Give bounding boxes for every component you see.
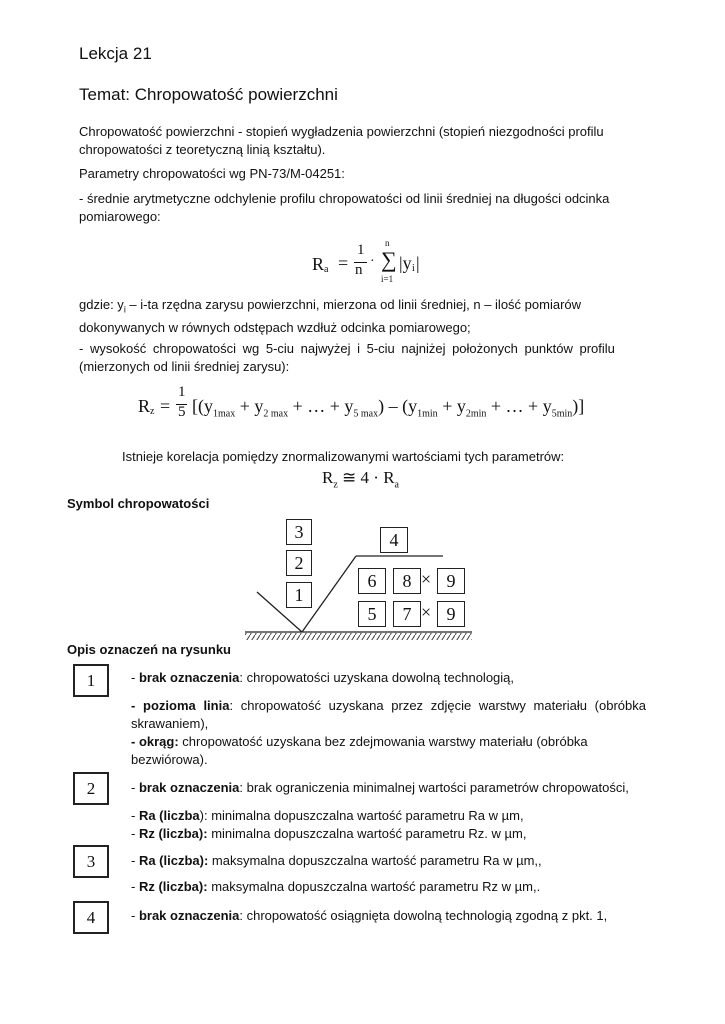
multiply-sign: ×: [421, 602, 432, 622]
symbol-box-2: 2: [286, 550, 312, 576]
roughness-symbol-diagram: [240, 515, 480, 645]
symbol-box-6: 6: [358, 568, 386, 594]
legend-heading: Opis oznaczeń na rysunku: [67, 642, 231, 657]
legend-item: - pozioma linia: chropowatość uzyskana przez zdjęcie warstwy materiału (obróbka skrawaniem),: [131, 698, 646, 731]
legend-item: - Rz (liczba): minimalna dopuszczalna wartość parametru Rz. w µm,: [131, 826, 527, 841]
legend-item: - okrąg: chropowatość uzyskana bez zdejmowania warstwy materiału (obróbka bezwiórowa).: [131, 734, 588, 767]
symbol-box-7: 7: [393, 601, 421, 627]
legend-item: - brak oznaczenia: chropowatość osiągnięta dowolną technologią zgodną z pkt. 1,: [131, 908, 608, 923]
legend-box-3: 3: [73, 845, 109, 878]
symbol-box-1: 1: [286, 582, 312, 608]
formula-rz: R z = 1 5 [($y_{1max} + y_{2 max}$ + … + $y_{5 max}) - (y_{1min} + y_{2min}$ + … + $y_{5min}$)]: [138, 384, 585, 420]
legend-item: - Ra (liczba): maksymalna dopuszczalna wartość parametru Ra w µm,,: [131, 853, 542, 868]
rz-description: - wysokość chropowatości wg 5-ciu najwyżej i 5-ciu najniżej położonych punktów profilu (mierzonych od linii średniej zarysu):: [79, 341, 615, 374]
lesson-number: Lekcja 21: [79, 44, 152, 63]
formula-ra: R a = 1 n · ∑ n i=1 |y i |: [312, 238, 420, 284]
symbol-box-5: 5: [358, 601, 386, 627]
formula-correlation: $R_z$ ≅ $4 \cdot R_a$: [322, 468, 399, 491]
symbol-heading: Symbol chropowatości: [67, 496, 210, 511]
legend-item: - Ra (liczba): minimalna dopuszczalna wartość parametru Ra w µm,: [131, 808, 524, 823]
ra-description-line-1: - średnie arytmetyczne odchylenie profilu chropowatości od linii średniej na długości odcinka: [79, 191, 610, 206]
symbol-box-4: 4: [380, 527, 408, 553]
symbol-box-9-lower: 9: [437, 601, 465, 627]
multiply-sign: ×: [421, 569, 432, 589]
definition-paragraph: [79, 123, 631, 159]
symbol-box-3: 3: [286, 519, 312, 545]
symbol-box-9-upper: 9: [437, 568, 465, 594]
parameters-line: Parametry chropowatości wg PN-73/M-04251:: [79, 166, 345, 181]
ra-description-line-2: pomiarowego:: [79, 209, 161, 224]
legend-box-2: 2: [73, 772, 109, 805]
legend-item: - brak oznaczenia: brak ograniczenia minimalnej wartości parametrów chropowatości,: [131, 780, 629, 795]
legend-item: - Rz (liczba): maksymalna dopuszczalna wartość parametru Rz w µm,.: [131, 879, 541, 894]
definition-line-2: chropowatości z teoretyczną linią kształtu).: [79, 142, 326, 157]
ra-description: [79, 190, 631, 226]
legend-box-1: 1: [73, 664, 109, 697]
page-title: Temat: Chropowatość powierzchni: [79, 85, 338, 104]
where-paragraph: gdzie: $y_i - i-ta$ rzędna zarysu powierzchni, mierzona od linii średniej, n – ilość pomiarów dokonywanych w równych odstępach wzdłuż odcinka pomiarowego;: [79, 297, 582, 335]
legend-item: - brak oznaczenia: chropowatości uzyskana dowolną technologią,: [131, 670, 515, 685]
correlation-text: Istnieje korelacja pomiędzy znormalizowanymi wartościami tych parametrów:: [122, 449, 565, 464]
definition-line-1: Chropowatość powierzchni - stopień wygładzenia powierzchni (stopień niezgodności profilu: [79, 124, 604, 139]
symbol-box-8: 8: [393, 568, 421, 594]
legend-box-4: 4: [73, 901, 109, 934]
